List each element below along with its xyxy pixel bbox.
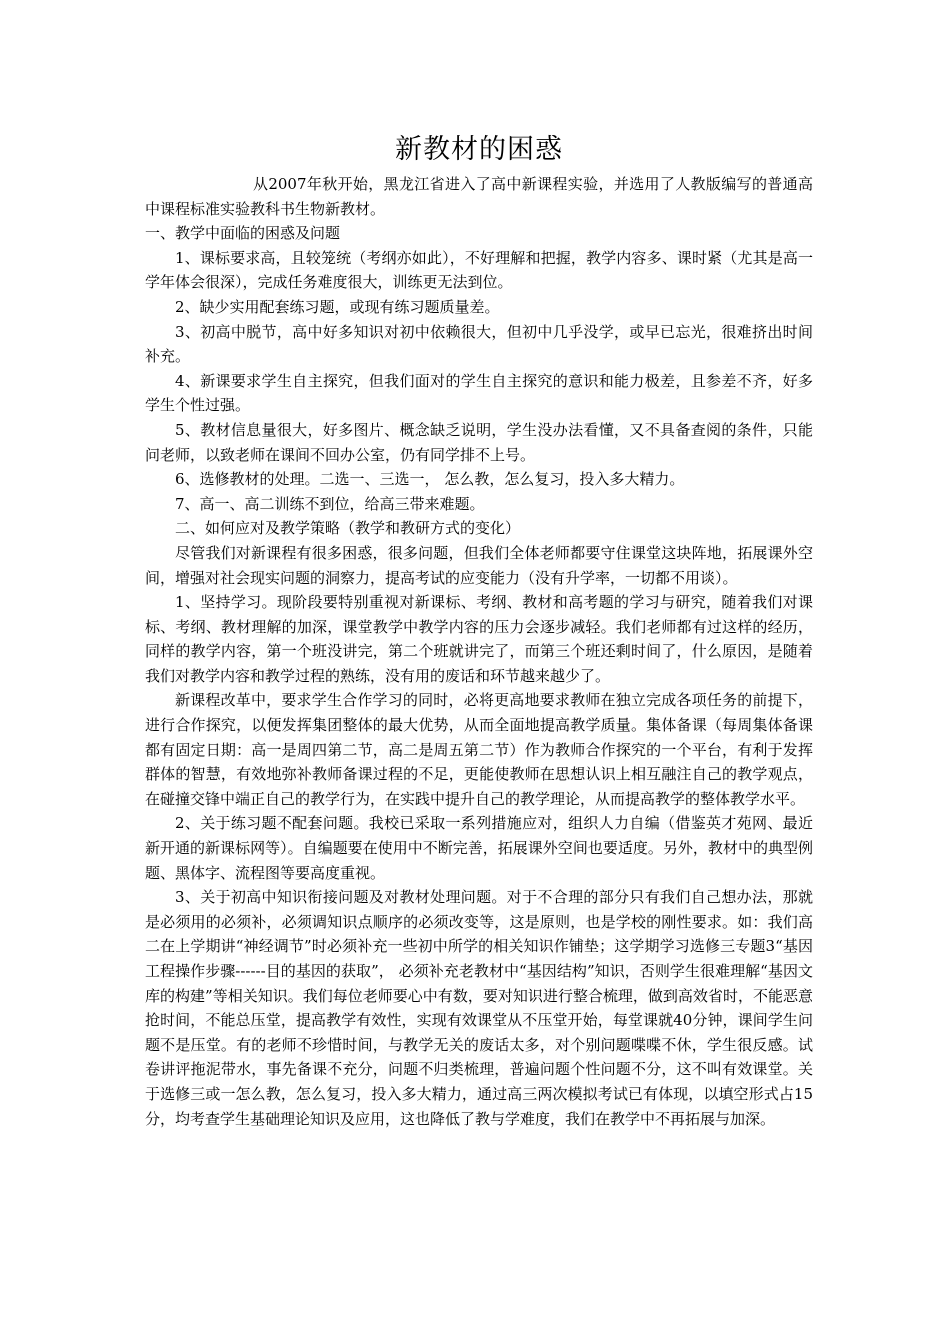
paragraph: 1、坚持学习。现阶段要特别重视对新课标、考纲、教材和高考题的学习与研究，随着我们对课标、考纲、教材理解的加深，课堂教学中教学内容的压力会逐步减轻。我们老师都有过这样的经历，同样的教学内容，第一个班没讲完，第二个班就讲完了，而第三个班还剩时间了，什么原因，是随着我们对教学内容和教学过程的熟练，没有用的废话和环节越来越少了。 [145, 593, 813, 685]
paragraph: 7、高一、高二训练不到位，给高三带来难题。 [175, 494, 485, 513]
paragraph: 尽管我们对新课程有很多困惑，很多问题，但我们全体老师都要守住课堂这块阵地，拓展课外空间，增强对社会现实问题的洞察力，提高考试的应变能力（没有升学率，一切都不用谈）。 [145, 543, 813, 587]
paragraph: 2、缺少实用配套练习题，或现有练习题质量差。 [175, 297, 500, 316]
paragraph: 2、关于练习题不配套问题。我校已采取一系列措施应对，组织人力自编（借鉴英才苑网、最近新开通的新课标网等）。自编题要在使用中不断完善，拓展课外空间也要适度。另外，教材中的典型例题、黑体字、流程图等要高度重视。 [145, 814, 813, 882]
paragraph: 从2007年秋开始，黑龙江省进入了高中新课程实验，并选用了人教版编写的普通高中课程标准实验教科书生物新教材。 [145, 175, 813, 218]
paragraph: 3、关于初高中知识衔接问题及对教材处理问题。对于不合理的部分只有我们自己想办法，那就是必须用的必须补，必须调知识点顺序的必须改变等，这是原则，也是学校的刚性要求。如：我们高二在上学期讲“神经调节”时必须补充一些初中所学的相关知识作铺垫；这学期学习选修三专题3“基因工程操作步骤------目的基因的获取”， 必须补充老教材中“基因结构”知识，否则学生很难理解“基因文库的构建”等相关知识。我们每位老师要心中有数，要对知识进行整合梳理，做到高效省时，不能恶意抢时间，不能总压堂，提高教学有效性，实现有效课堂从不压堂开始，每堂课就40分钟，课间学生问题不是压堂。有的老师不珍惜时间，与教学无关的废话太多，对个别问题喋喋不休，学生很反感。试卷讲评拖泥带水，事先备课不充分，问题不归类梳理，普遍问题个性问题不分，这不叫有效课堂。关于选修三或一怎么教，怎么复习，投入多大精力，通过高三两次模拟考试已有体现，以填空形式占15分，均考查学生基础理论知识及应用，这也降低了教与学难度，我们在教学中不再拓展与加深。 [145, 888, 813, 1128]
section-heading: 一、教学中面临的困惑及问题 [145, 224, 341, 243]
paragraph: 1、课标要求高，且较笼统（考纲亦如此），不好理解和把握，教学内容多、课时紧（尤其是高一学年体会很深），完成任务难度很大，训练更无法到位。 [145, 248, 813, 292]
document-title: 新教材的困惑 [395, 134, 563, 165]
paragraph: 6、选修教材的处理。二选一、三选一， 怎么教，怎么复习，投入多大精力。 [175, 470, 685, 489]
paragraph: 5、教材信息量很大，好多图片、概念缺乏说明，学生没办法看懂，又不具备查阅的条件，只能问老师，以致老师在课间不回办公室，仍有同学排不上号。 [145, 420, 813, 464]
paragraph: 3、初高中脱节，高中好多知识对初中依赖很大，但初中几乎没学，或早已忘光，很难挤出时间补充。 [145, 322, 813, 366]
paragraph-list [145, 172, 813, 1131]
paragraph: 4、新课要求学生自主探究，但我们面对的学生自主探究的意识和能力极差，且参差不齐，好多学生个性过强。 [145, 371, 813, 415]
document-body [145, 130, 813, 1131]
paragraph: 新课程改革中，要求学生合作学习的同时，必将更高地要求教师在独立完成各项任务的前提下，进行合作探究，以便发挥集团整体的最大优势，从而全面地提高教学质量。集体备课（每周集体备课都有固定日期：高一是周四第二节，高二是周五第二节）作为教师合作探究的一个平台，有利于发挥群体的智慧，有效地弥补教师备课过程的不足，更能使教师在思想认识上相互融注自己的教学观点，在碰撞交锋中端正自己的教学行为，在实践中提升自己的教学理论，从而提高教学的整体教学水平。 [145, 691, 813, 808]
paragraph: 二、如何应对及教学策略（教学和教研方式的变化） [175, 519, 521, 538]
